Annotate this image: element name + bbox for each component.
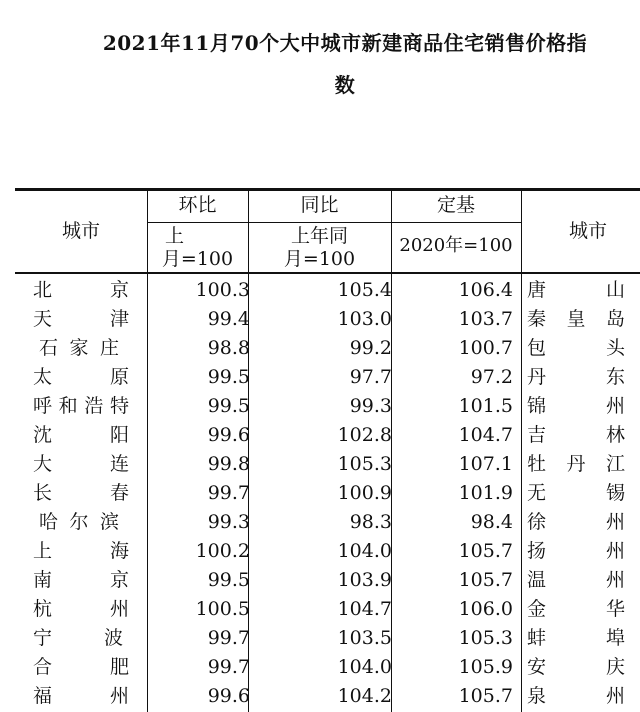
fixed-cell: 105.3 bbox=[458, 627, 513, 649]
city-right-cell: 安庆 bbox=[527, 656, 625, 678]
city-cell: 北京 bbox=[33, 279, 129, 301]
yoy-cell: 104.0 bbox=[337, 540, 392, 562]
city-right-cell: 温州 bbox=[527, 569, 625, 591]
table-row bbox=[15, 595, 640, 623]
table-row bbox=[15, 508, 640, 536]
city-right-cell: 唐山 bbox=[527, 279, 625, 301]
table-row bbox=[15, 363, 640, 391]
city-cell: 哈尔滨 bbox=[39, 511, 119, 533]
mom-cell: 100.2 bbox=[195, 540, 250, 562]
fixed-cell: 105.7 bbox=[458, 685, 513, 707]
title-line-2: 数 bbox=[334, 73, 356, 97]
fixed-cell: 106.4 bbox=[458, 279, 513, 301]
fixed-cell: 107.1 bbox=[458, 453, 513, 475]
title-line-1: 2021年11月70个大中城市新建商品住宅销售价格指 bbox=[102, 31, 588, 55]
mom-cell: 99.5 bbox=[207, 366, 250, 388]
price-index-table bbox=[15, 188, 640, 712]
header-city-right: 城市 bbox=[568, 220, 607, 242]
table-row bbox=[15, 566, 640, 594]
city-cell: 沈阳 bbox=[33, 424, 129, 446]
city-cell: 宁波 bbox=[33, 627, 123, 649]
fixed-cell: 100.7 bbox=[458, 337, 513, 359]
mom-cell: 99.6 bbox=[207, 424, 250, 446]
header-fixed: 定基 bbox=[436, 194, 475, 216]
table-row bbox=[15, 537, 640, 565]
header-yoy-base-2: 月=100 bbox=[283, 248, 356, 270]
yoy-cell: 98.3 bbox=[349, 511, 392, 533]
fixed-cell: 105.9 bbox=[458, 656, 513, 678]
table-row bbox=[15, 653, 640, 681]
city-cell: 福州 bbox=[33, 685, 129, 707]
yoy-cell: 99.3 bbox=[349, 395, 392, 417]
table-row bbox=[15, 392, 640, 420]
table-row bbox=[15, 276, 640, 304]
city-cell: 南京 bbox=[33, 569, 129, 591]
fixed-cell: 104.7 bbox=[458, 424, 513, 446]
yoy-cell: 103.5 bbox=[337, 627, 392, 649]
city-right-cell: 徐州 bbox=[527, 511, 625, 533]
fixed-cell: 97.2 bbox=[470, 366, 513, 388]
header-mid-rule bbox=[147, 222, 521, 223]
yoy-cell: 104.2 bbox=[337, 685, 392, 707]
yoy-cell: 97.7 bbox=[349, 366, 392, 388]
yoy-cell: 103.9 bbox=[337, 569, 392, 591]
mom-cell: 99.4 bbox=[207, 308, 250, 330]
table-row bbox=[15, 450, 640, 478]
city-cell: 太原 bbox=[33, 366, 129, 388]
city-cell: 石家庄 bbox=[39, 337, 119, 359]
fixed-cell: 103.7 bbox=[458, 308, 513, 330]
header-yoy: 同比 bbox=[300, 194, 339, 216]
yoy-cell: 105.3 bbox=[337, 453, 392, 475]
city-right-cell: 无锡 bbox=[527, 482, 625, 504]
header-mom: 环比 bbox=[178, 194, 217, 216]
table-row bbox=[15, 334, 640, 362]
header-yoy-base-1: 上年同 bbox=[290, 225, 348, 247]
fixed-cell: 98.4 bbox=[470, 511, 513, 533]
city-right-cell: 金华 bbox=[527, 598, 625, 620]
fixed-cell: 101.5 bbox=[458, 395, 513, 417]
city-right-cell: 蚌埠 bbox=[527, 627, 625, 649]
city-cell: 呼和浩特 bbox=[33, 395, 129, 417]
table-row bbox=[15, 479, 640, 507]
mom-cell: 99.5 bbox=[207, 395, 250, 417]
city-cell: 长春 bbox=[33, 482, 129, 504]
table-row bbox=[15, 305, 640, 333]
yoy-cell: 102.8 bbox=[337, 424, 392, 446]
yoy-cell: 103.0 bbox=[337, 308, 392, 330]
table-top-rule bbox=[15, 188, 640, 191]
table-row bbox=[15, 421, 640, 449]
yoy-cell: 100.9 bbox=[337, 482, 392, 504]
fixed-cell: 101.9 bbox=[458, 482, 513, 504]
mom-cell: 99.3 bbox=[207, 511, 250, 533]
fixed-cell: 105.7 bbox=[458, 569, 513, 591]
header-city-left: 城市 bbox=[61, 220, 100, 242]
city-right-cell: 吉林 bbox=[527, 424, 625, 446]
city-right-cell: 包头 bbox=[527, 337, 625, 359]
city-cell: 杭州 bbox=[33, 598, 129, 620]
city-right-cell: 扬州 bbox=[527, 540, 625, 562]
header-fixed-base: 2020年=100 bbox=[399, 235, 513, 256]
mom-cell: 100.3 bbox=[195, 279, 250, 301]
mom-cell: 99.7 bbox=[207, 627, 250, 649]
mom-cell: 100.5 bbox=[195, 598, 250, 620]
city-right-cell: 牡丹江 bbox=[527, 453, 625, 475]
mom-cell: 99.6 bbox=[207, 685, 250, 707]
city-right-cell: 锦州 bbox=[527, 395, 625, 417]
header-bottom-rule bbox=[15, 272, 640, 274]
mom-cell: 99.5 bbox=[207, 569, 250, 591]
fixed-cell: 106.0 bbox=[458, 598, 513, 620]
city-cell: 天津 bbox=[33, 308, 129, 330]
page-title bbox=[50, 22, 640, 106]
header-mom-base-1: 上 bbox=[165, 225, 185, 247]
yoy-cell: 104.0 bbox=[337, 656, 392, 678]
mom-cell: 98.8 bbox=[207, 337, 250, 359]
fixed-cell: 105.7 bbox=[458, 540, 513, 562]
header-mom-base-2: 月=100 bbox=[161, 248, 234, 270]
table-row bbox=[15, 682, 640, 710]
city-cell: 上海 bbox=[33, 540, 129, 562]
city-right-cell: 泉州 bbox=[527, 685, 625, 707]
mom-cell: 99.7 bbox=[207, 656, 250, 678]
mom-cell: 99.8 bbox=[207, 453, 250, 475]
mom-cell: 99.7 bbox=[207, 482, 250, 504]
city-cell: 大连 bbox=[33, 453, 129, 475]
yoy-cell: 99.2 bbox=[349, 337, 392, 359]
city-right-cell: 丹东 bbox=[527, 366, 625, 388]
city-cell: 合肥 bbox=[33, 656, 129, 678]
city-right-cell: 秦皇岛 bbox=[527, 308, 625, 330]
yoy-cell: 105.4 bbox=[337, 279, 392, 301]
table-row bbox=[15, 624, 640, 652]
yoy-cell: 104.7 bbox=[337, 598, 392, 620]
